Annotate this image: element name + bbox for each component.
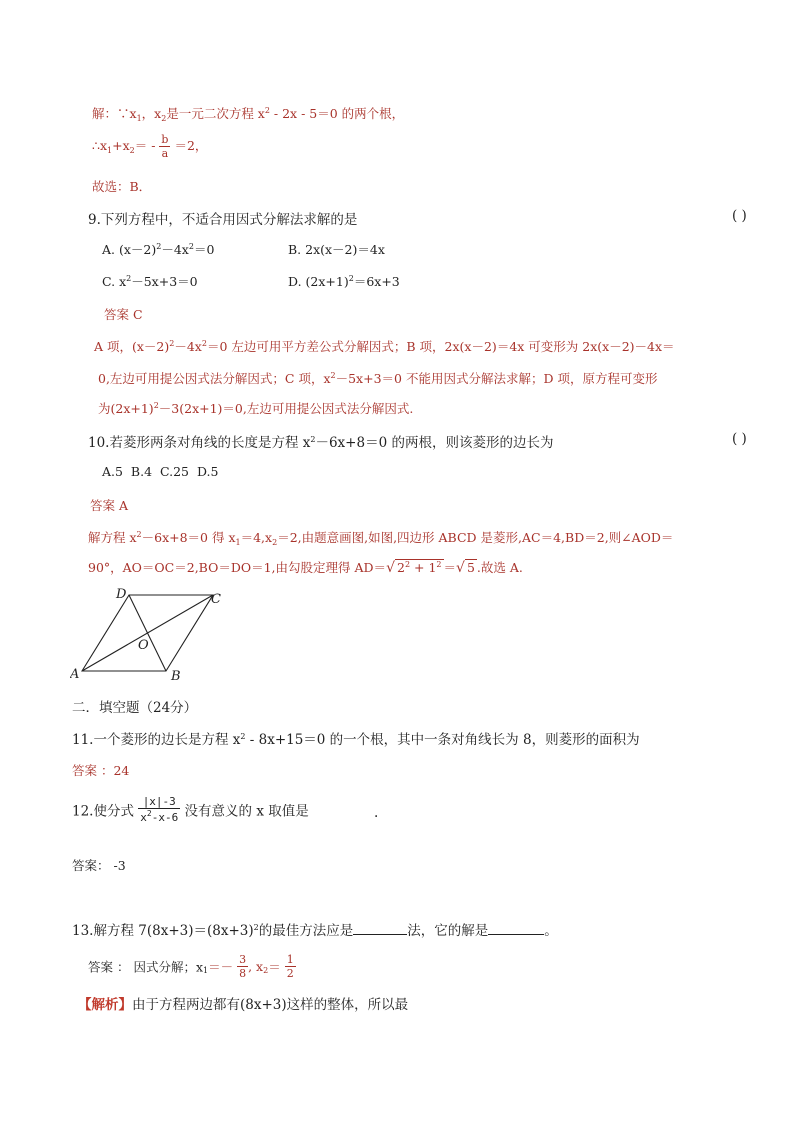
q11-answer: 答案 ：24 <box>72 763 130 778</box>
q10-stem: 10.若菱形两条对角线的长度是方程 $x^2-6x+8=0$ 的两根，则该菱形的边长为 <box>88 435 554 451</box>
label-b: B <box>171 669 181 682</box>
q10-paren: ( ) <box>732 431 747 447</box>
q9-explanation-line2: 0,左边可用提公因式法分解因式；C 项，$x^2-5x+3=0$ 不能用因式分解法求解；D 项，原方程可变形 <box>98 371 658 386</box>
q9-option-a: A. $(x-2)^2-4x^2=0$ <box>102 242 215 257</box>
q13-blank-solution <box>488 934 544 935</box>
q9-explanation-line1: A 项，$(x-2)^2-4x^2=0$ 左边可用平方差公式分解因式；B 项，2x(x－2)＝4x 可变形为 2x(x－2)－4x＝ <box>94 339 675 354</box>
q9-option-b: B. 2x(x－2)＝4x <box>288 242 385 257</box>
q12-fraction: $\frac{|x|-3}{x^2-x-6}$ <box>140 795 179 824</box>
q10-answer: 答案 A <box>90 498 129 513</box>
q9-option-d: D. $(2x+1)^2=6x+3$ <box>288 274 400 289</box>
q11-stem: 11.一个菱形的边长是方程 $x^2 - 8x+15=0$ 的一个根，其中一条对角线长为 8，则菱形的面积为 <box>72 732 640 748</box>
q9-option-c: C. $x^2-5x+3=0$ <box>102 274 198 289</box>
q10-options: A.5 B.4 C.25 D.5 <box>102 464 219 479</box>
q12-stem: 12.使分式 $\frac{|x|-3}{x^2-x-6}$ 没有意义的 x 取值是 <box>72 795 309 824</box>
sol8-line2: $\therefore x_1+x_2=$ - $\frac{b}{a}$ ＝2， <box>92 133 208 160</box>
q10-explanation-line1: 解方程 $x^2-6x+8=0$ 得 $x_1=4,x_2=2$,由题意画图,如图,四边形 ABCD 是菱形,AC＝4,BD＝2,则∠AOD＝ <box>88 530 674 547</box>
section2-title: 二．填空题（24分） <box>72 700 198 716</box>
q12-answer: 答案： -3 <box>72 858 126 873</box>
q13-stem: 13.解方程 $7(8x+3)=(8x+3)^2$的最佳方法应是 法，它的解是 。 <box>72 923 558 939</box>
q10-explanation-line2: 90°，AO＝OC＝2,BO＝DO＝1,由勾股定理得 AD＝√ $2^2 + 1^2$ ＝√ 5 .故选 A. <box>88 560 523 576</box>
q9-paren: ( ) <box>732 208 747 224</box>
label-o: O <box>138 638 149 653</box>
q9-explanation-line3: 为$(2x+1)^2-3(2x+1)=0$,左边可用提公因式法分解因式. <box>98 401 414 416</box>
q12-period: . <box>374 805 379 821</box>
sol8-line3: 故选：B． <box>92 179 152 194</box>
rhombus-figure <box>70 586 230 682</box>
q13-answer: 答案 ： 因式分解；$x_1=-$ $\frac{3}{8}$ , $x_2=$ $\frac{1}{2}$ <box>88 953 294 980</box>
q13-blank-method <box>353 934 407 935</box>
label-d: D <box>116 587 127 602</box>
sol8-line1: 解：$\because x_1$，$x_2$是一元二次方程 $x^2 - 2x - 5=0$ 的两个根， <box>92 106 405 123</box>
label-c: C <box>211 592 221 607</box>
diagonal-bd <box>129 595 166 671</box>
label-a: A <box>70 667 80 682</box>
q13-analysis: 【解析】由于方程两边都有(8x+3)这样的整体，所以最 <box>78 997 409 1013</box>
q9-stem: 9.下列方程中，不适合用因式分解法求解的是 <box>88 212 358 228</box>
q9-answer: 答案 C <box>104 307 143 322</box>
